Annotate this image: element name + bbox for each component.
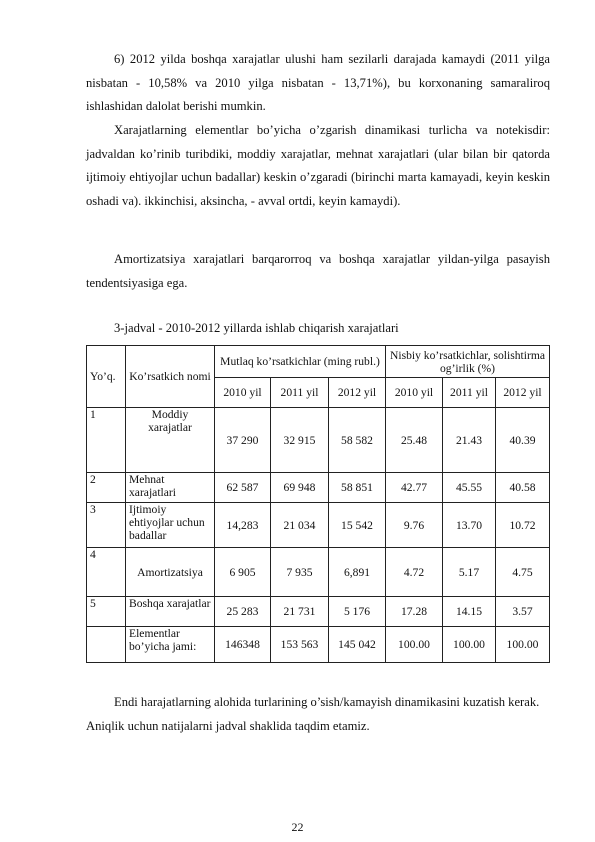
row-rel-value: 5.17 bbox=[443, 548, 496, 597]
header-rel-year: 2012 yil bbox=[496, 378, 550, 408]
table-row bbox=[87, 473, 550, 503]
row-rel-value: 13.70 bbox=[443, 503, 496, 548]
row-abs-value: 5 176 bbox=[329, 597, 386, 627]
row-name: Mehnat xarajatlari bbox=[126, 473, 215, 503]
row-abs-value: 58 582 bbox=[329, 408, 386, 473]
expenses-table bbox=[86, 345, 550, 663]
row-name: Ijtimoiy ehtiyojlar uchun badallar bbox=[126, 503, 215, 548]
header-name: Ko’rsatkich nomi bbox=[126, 346, 215, 408]
table-row bbox=[87, 597, 550, 627]
table-row bbox=[87, 548, 550, 597]
row-rel-value: 9.76 bbox=[386, 503, 443, 548]
row-rel-value: 100.00 bbox=[443, 627, 496, 663]
header-abs-year: 2012 yil bbox=[329, 378, 386, 408]
header-no: Yo’q. bbox=[87, 346, 126, 408]
row-abs-value: 32 915 bbox=[271, 408, 329, 473]
row-name: Boshqa xarajatlar bbox=[126, 597, 215, 627]
row-abs-value: 58 851 bbox=[329, 473, 386, 503]
row-number bbox=[87, 627, 126, 663]
table-row bbox=[87, 503, 550, 548]
row-rel-value: 40.39 bbox=[496, 408, 550, 473]
row-rel-value: 3.57 bbox=[496, 597, 550, 627]
row-abs-value: 146348 bbox=[215, 627, 271, 663]
table-row bbox=[87, 408, 550, 473]
row-number: 1 bbox=[87, 408, 126, 473]
row-abs-value: 69 948 bbox=[271, 473, 329, 503]
row-abs-value: 6,891 bbox=[329, 548, 386, 597]
row-rel-value: 40.58 bbox=[496, 473, 550, 503]
header-abs-year: 2010 yil bbox=[215, 378, 271, 408]
row-abs-value: 62 587 bbox=[215, 473, 271, 503]
row-rel-value: 45.55 bbox=[443, 473, 496, 503]
paragraph-conclusion: Endi harajatlarning alohida turlarining o’sish/kamayish dinamikasini kuzatish kerak. Aniqlik uchun natijalarni jadval shaklida taqdim etamiz. bbox=[86, 695, 540, 733]
header-row-1 bbox=[87, 346, 550, 378]
row-number: 4 bbox=[87, 548, 126, 597]
row-abs-value: 37 290 bbox=[215, 408, 271, 473]
row-rel-value: 100.00 bbox=[496, 627, 550, 663]
row-abs-value: 15 542 bbox=[329, 503, 386, 548]
header-rel-year: 2011 yil bbox=[443, 378, 496, 408]
row-rel-value: 10.72 bbox=[496, 503, 550, 548]
row-number: 3 bbox=[87, 503, 126, 548]
row-abs-value: 153 563 bbox=[271, 627, 329, 663]
row-abs-value: 145 042 bbox=[329, 627, 386, 663]
row-number: 2 bbox=[87, 473, 126, 503]
row-rel-value: 14.15 bbox=[443, 597, 496, 627]
row-abs-value: 6 905 bbox=[215, 548, 271, 597]
row-name: Elementlar bo’yicha jami: bbox=[126, 627, 215, 663]
paragraph-amortization: Amortizatsiya xarajatlari barqarorroq va boshqa xarajatlar yildan-yilga pasayish tendentsiyasiga ega. bbox=[86, 252, 550, 290]
row-rel-value: 4.72 bbox=[386, 548, 443, 597]
paragraph-dynamics: Xarajatlarning elementlar bo’yicha o’zgarish dinamikasi turlicha va notekisdir: jadvaldan ko’rinib turibdiki, moddiy xarajatlar, mehnat xarajatlari (ular bilan bir qatorda ijtimoiy ehtiyojlar uchun badallar) keskin o’zgaradi (birinchi marta kamayadi, keyin keskin oshadi va). ikkinchisi, aksincha, - avval ortdi, keyin kamaydi). bbox=[86, 123, 550, 208]
paragraph-other-expenses: 6) 2012 yilda boshqa xarajatlar ulushi ham sezilarli darajada kamaydi (2011 yilga nisbatan - 10,58% va 2010 yilga nisbatan - 13,71%), bu korxonaning samaraliroq ishlashidan dalolat berishi mumkin. bbox=[86, 52, 550, 113]
row-abs-value: 14,283 bbox=[215, 503, 271, 548]
row-rel-value: 17.28 bbox=[386, 597, 443, 627]
row-rel-value: 25.48 bbox=[386, 408, 443, 473]
header-absolute: Mutlaq ko’rsatkichlar (ming rubl.) bbox=[215, 346, 386, 378]
row-number: 5 bbox=[87, 597, 126, 627]
row-name: Amortizatsiya bbox=[126, 548, 215, 597]
header-rel-year: 2010 yil bbox=[386, 378, 443, 408]
row-rel-value: 42.77 bbox=[386, 473, 443, 503]
row-abs-value: 21 731 bbox=[271, 597, 329, 627]
row-abs-value: 7 935 bbox=[271, 548, 329, 597]
row-rel-value: 4.75 bbox=[496, 548, 550, 597]
header-abs-year: 2011 yil bbox=[271, 378, 329, 408]
table-caption: 3-jadval - 2010-2012 yillarda ishlab chiqarish xarajatlari bbox=[114, 321, 399, 335]
page-number: 22 bbox=[291, 820, 304, 834]
row-rel-value: 100.00 bbox=[386, 627, 443, 663]
header-relative: Nisbiy ko’rsatkichlar, solishtirma og’irlik (%) bbox=[386, 346, 550, 378]
row-rel-value: 21.43 bbox=[443, 408, 496, 473]
row-abs-value: 25 283 bbox=[215, 597, 271, 627]
row-name: Moddiy xarajatlar bbox=[126, 408, 215, 473]
row-abs-value: 21 034 bbox=[271, 503, 329, 548]
table-row-total bbox=[87, 627, 550, 663]
